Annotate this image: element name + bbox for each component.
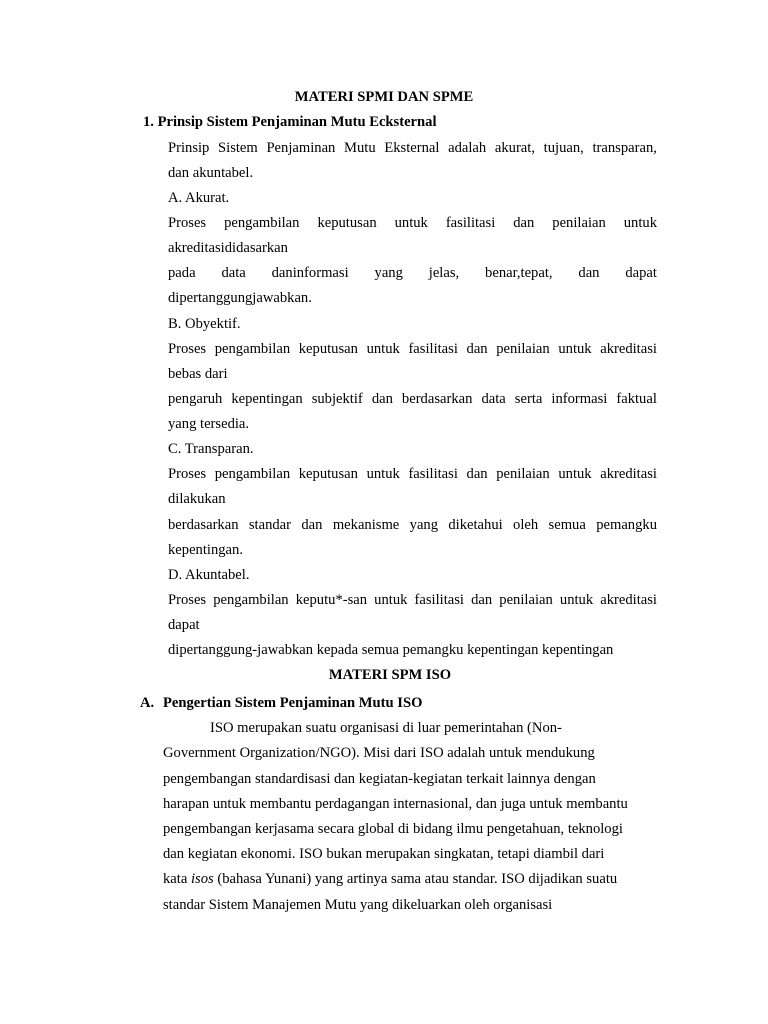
paragraph-line: dipertanggungjawabkan. <box>168 290 312 306</box>
word: dan <box>466 466 488 482</box>
word: data <box>221 265 246 281</box>
paragraph-line: pengembangan standardisasi dan kegiatan-kegiatan terkait lainnya dengan <box>163 771 596 787</box>
word: diketahui <box>448 517 503 533</box>
text-run: (bahasa Yunani) yang artinya sama atau standar. ISO dijadikan suatu <box>213 871 618 887</box>
word: kepentingan <box>231 391 303 407</box>
word: untuk <box>558 341 592 357</box>
word: data <box>481 391 506 407</box>
word: dan <box>371 391 393 407</box>
word: oleh <box>513 517 539 533</box>
paragraph-line: bebas dari <box>168 366 228 382</box>
word: yang <box>374 265 403 281</box>
justified-line <box>168 214 657 232</box>
word: Prinsip <box>168 140 210 156</box>
justified-line <box>168 516 657 534</box>
word: untuk <box>374 592 408 608</box>
text-run: kata <box>163 871 191 887</box>
word: untuk <box>559 592 594 608</box>
paragraph-line: dan akuntabel. <box>168 165 254 181</box>
word: jelas, <box>428 265 460 281</box>
word: Proses <box>168 215 207 231</box>
word: informasi <box>551 391 608 407</box>
word: standar <box>248 517 292 533</box>
justified-line <box>168 591 657 609</box>
document-title-spmi-spme: MATERI SPMI DAN SPME <box>294 89 474 105</box>
word: untuk <box>623 215 657 231</box>
word: dan <box>466 341 488 357</box>
word: akreditasi <box>600 341 657 357</box>
word: daninformasi <box>271 265 349 281</box>
word: yang <box>409 517 439 533</box>
word: dan <box>471 592 493 608</box>
word: berdasarkan <box>401 391 473 407</box>
word: Sistem <box>218 140 258 156</box>
word: fasilitasi <box>408 466 458 482</box>
word: Proses <box>168 592 207 608</box>
word: Proses <box>168 341 207 357</box>
paragraph-line: dapat <box>168 617 200 633</box>
word: keputusan <box>298 341 358 357</box>
word: untuk <box>366 341 400 357</box>
word: pengambilan <box>213 592 289 608</box>
paragraph-line: yang tersedia. <box>168 416 250 432</box>
word: tujuan, <box>543 140 584 156</box>
section-heading-pengertian: Pengertian Sistem Penjaminan Mutu ISO <box>163 695 423 711</box>
paragraph-line: Government Organization/NGO). Misi dari ISO adalah untuk mendukung <box>163 745 595 761</box>
paragraph-line: akreditasididasarkan <box>168 240 288 256</box>
word: penilaian <box>496 466 550 482</box>
paragraph-line: pengembangan kerjasama secara global di bidang ilmu pengetahuan, teknologi <box>163 821 623 837</box>
word: serta <box>514 391 543 407</box>
section-heading-letter: A. <box>140 695 155 711</box>
justified-line <box>168 264 657 282</box>
word: dan <box>578 265 600 281</box>
paragraph-line <box>163 870 617 888</box>
word: akreditasi <box>600 592 657 608</box>
word: dapat <box>625 265 657 281</box>
word: fasilitasi <box>408 341 458 357</box>
word: untuk <box>394 215 428 231</box>
word: pemangku <box>596 517 657 533</box>
word: penilaian <box>499 592 553 608</box>
document-title-spm-iso: MATERI SPM ISO <box>328 667 452 683</box>
subheading-akuntabel: D. Akuntabel. <box>168 567 250 583</box>
word: Eksternal <box>384 140 440 156</box>
word: pengambilan <box>214 466 291 482</box>
justified-line <box>168 465 657 483</box>
word: mekanisme <box>332 517 400 533</box>
word: dan <box>301 517 323 533</box>
word: fasilitasi <box>414 592 464 608</box>
word: fasilitasi <box>445 215 496 231</box>
word: penilaian <box>552 215 606 231</box>
justified-line <box>168 340 657 358</box>
word: pengaruh <box>168 391 223 407</box>
word: pengambilan <box>224 215 300 231</box>
word: berdasarkan <box>168 517 239 533</box>
paragraph-line: harapan untuk membantu perdagangan internasional, dan juga untuk membantu <box>163 796 628 812</box>
word: Proses <box>168 466 207 482</box>
word: semua <box>548 517 586 533</box>
paragraph-line: ISO merupakan suatu organisasi di luar pemerintahan (Non- <box>210 720 562 736</box>
word: akreditasi <box>600 466 657 482</box>
word: penilaian <box>496 341 550 357</box>
word: keputusan <box>317 215 377 231</box>
paragraph-line: dipertanggung-jawabkan kepada semua pemangku kepentingan kepentingan <box>168 642 614 658</box>
word: keputusan <box>298 466 358 482</box>
paragraph-line: dilakukan <box>168 491 226 507</box>
paragraph-line: standar Sistem Manajemen Mutu yang dikeluarkan oleh organisasi <box>163 897 553 913</box>
justified-line <box>168 139 657 157</box>
subheading-obyektif: B. Obyektif. <box>168 316 241 332</box>
italic-term: isos <box>190 871 214 887</box>
word: transparan, <box>592 140 657 156</box>
word: adalah <box>448 140 487 156</box>
word: pengambilan <box>214 341 291 357</box>
section-heading-prinsip: 1. Prinsip Sistem Penjaminan Mutu Ecksternal <box>143 114 437 130</box>
word: benar,tepat, <box>485 265 553 281</box>
subheading-transparan: C. Transparan. <box>168 441 254 457</box>
subheading-akurat: A. Akurat. <box>168 190 230 206</box>
word: untuk <box>558 466 592 482</box>
word: Mutu <box>344 140 376 156</box>
word: akurat, <box>494 140 535 156</box>
justified-line <box>168 390 657 408</box>
word: pada <box>168 265 196 281</box>
word: Penjaminan <box>266 140 336 156</box>
paragraph-line: kepentingan. <box>168 542 243 558</box>
word: dan <box>513 215 535 231</box>
word: keputu*-san <box>295 592 368 608</box>
word: faktual <box>616 391 657 407</box>
paragraph-line: dan kegiatan ekonomi. ISO bukan merupakan singkatan, tetapi diambil dari <box>163 846 605 862</box>
word: subjektif <box>311 391 363 407</box>
word: untuk <box>366 466 400 482</box>
